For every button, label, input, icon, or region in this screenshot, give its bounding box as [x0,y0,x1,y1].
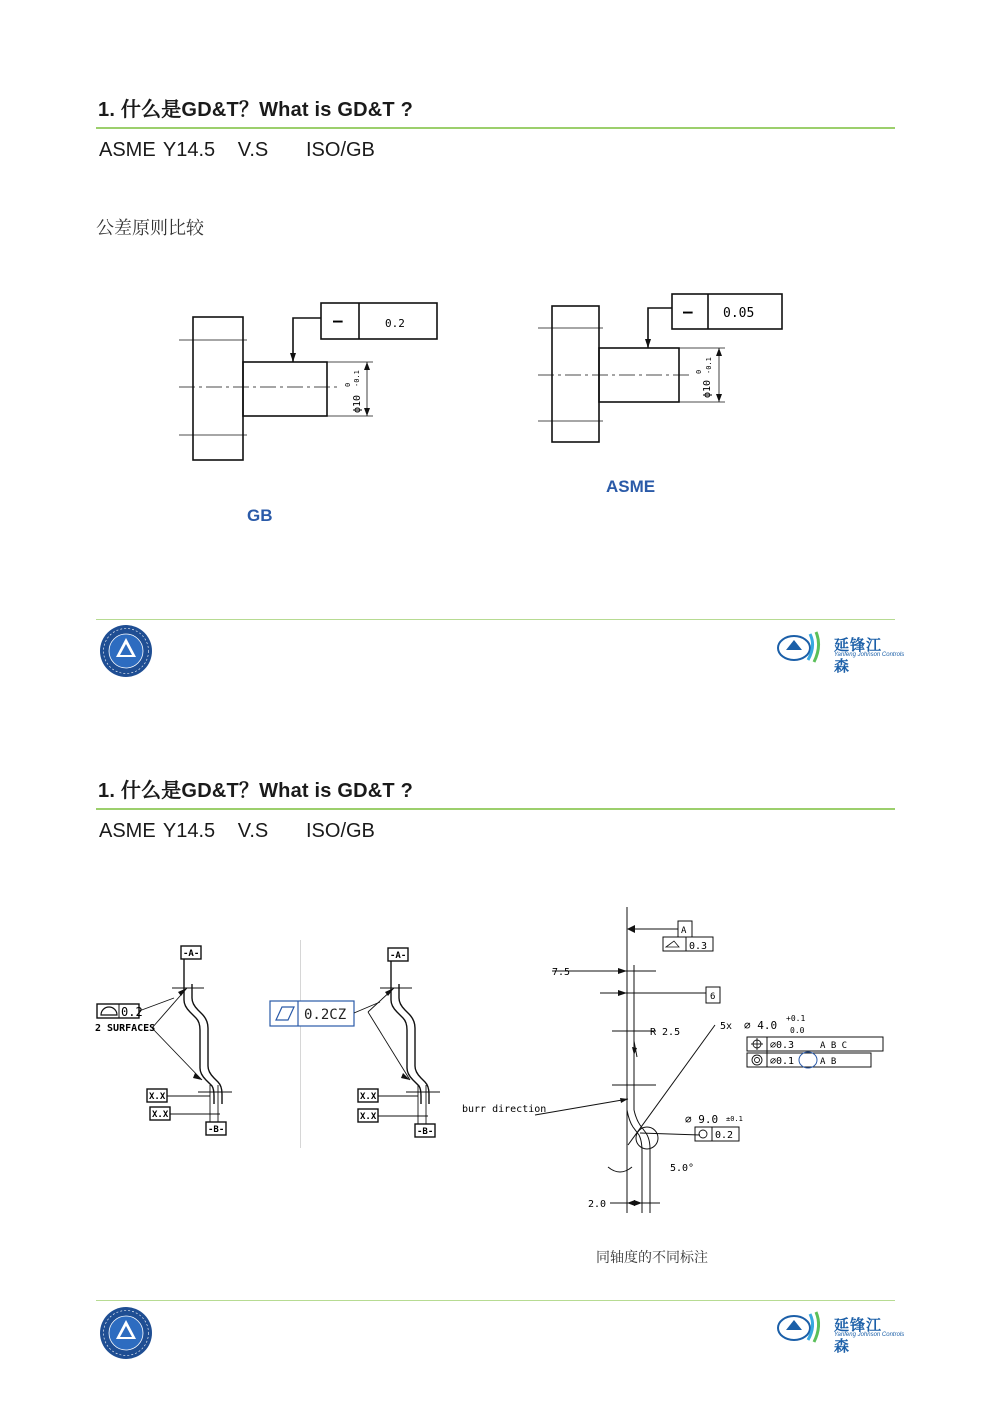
gb-frame-symbol: — [333,311,343,330]
standards-subtitle-2: ASME Y14.5 V.S ISO/GB [99,820,375,842]
profile-value: 0.2 [121,1005,143,1019]
diameter-9: ∅ 9.0 [685,1113,719,1126]
profile-symbol-icon [101,1007,117,1015]
datum-a-left: -A- [183,949,200,959]
gb-tol-lower: -0.1 [353,370,361,387]
hole-diameter: ∅ 4.0 [744,1019,778,1032]
brand-logo-2 [776,1308,905,1355]
hole-count: 5x [720,1021,733,1032]
burr-direction-note: burr direction [462,1104,547,1115]
section-label: 公差原则比较 [96,218,204,238]
brand-name-en: Yanfeng Johnson Controls [834,652,905,658]
asme-tol-lower: -0.1 [705,357,713,374]
diameter-9-tol: ±0.1 [726,1115,743,1123]
brand-logo [776,628,905,675]
title-divider [96,127,895,129]
position-value: ∅0.3 [770,1040,795,1051]
dim-xx-left-2: X.X [152,1110,169,1120]
circularity-value: 0.2 [715,1130,734,1141]
gb-frame-value: 0.2 [385,317,405,330]
dim-xx-left-1: X.X [149,1092,166,1102]
page-title: 1. 什么是GD&T？What is GD&T ? [98,99,413,121]
profile-tolerance-drawing [92,940,242,1150]
dim-7-5: 7.5 [552,967,571,978]
asme-label: ASME [606,477,656,496]
coaxiality-drawing [460,905,890,1215]
datum-b-left: -B- [208,1125,225,1135]
flatness-cz-drawing [268,940,448,1150]
gb-diameter-dim: ϕ10 [352,394,363,413]
gb-straightness-drawing [175,295,445,470]
gb-label: GB [247,506,273,525]
asme-tol-upper: 0 [695,369,703,374]
footer-divider [96,619,895,620]
flatness-value-right: 0.3 [689,941,708,952]
asme-straightness-drawing [535,288,790,448]
surfaces-note: 2 SURFACES [95,1023,156,1034]
hole-tol-upper: +0.1 [786,1014,806,1023]
concentricity-value: ∅0.1 [770,1056,795,1067]
brand-mark-icon-2 [776,1308,826,1346]
standards-subtitle: ASME Y14.5 V.S ISO/GB [99,139,375,161]
hole-tol-lower: 0.0 [790,1026,805,1035]
datum-6: 6 [710,992,716,1002]
college-seal-logo-2 [97,1306,155,1360]
page-title-2: 1. 什么是GD&T？What is GD&T ? [98,780,413,802]
footer-divider-2 [96,1300,895,1301]
brand-name-cn-2: 延锋江森 [834,1317,883,1355]
brand-name-cn: 延锋江森 [834,637,883,675]
concentricity-datums: A B [820,1057,837,1067]
datum-a-mid: -A- [390,951,407,961]
circularity-symbol-icon [699,1130,707,1138]
asme-diameter-dim: ϕ10 [702,379,713,398]
asme-frame-symbol: — [683,302,693,321]
angle-callout: 5.0° [670,1163,695,1174]
datum-b-mid: -B- [417,1127,434,1137]
title-divider-2 [96,808,895,810]
dim-xx-mid-2: X.X [360,1112,377,1122]
gb-tol-upper: 0 [344,382,352,387]
college-seal-logo [97,624,155,678]
coaxiality-caption: 同轴度的不同标注 [596,1249,708,1265]
brand-name-en-2: Yanfeng Johnson Controls [834,1332,905,1338]
flatness-cz-value: 0.2CZ [304,1007,347,1023]
dim-2-0: 2.0 [588,1199,607,1210]
concentricity-symbol-icon [752,1055,762,1065]
position-symbol-icon [751,1038,763,1050]
position-datums: A B C [820,1041,848,1051]
datum-a-right: A [681,926,687,936]
asme-frame-value: 0.05 [723,306,755,321]
radius-callout: R 2.5 [650,1027,681,1038]
dim-xx-mid-1: X.X [360,1092,377,1102]
brand-mark-icon [776,628,826,666]
